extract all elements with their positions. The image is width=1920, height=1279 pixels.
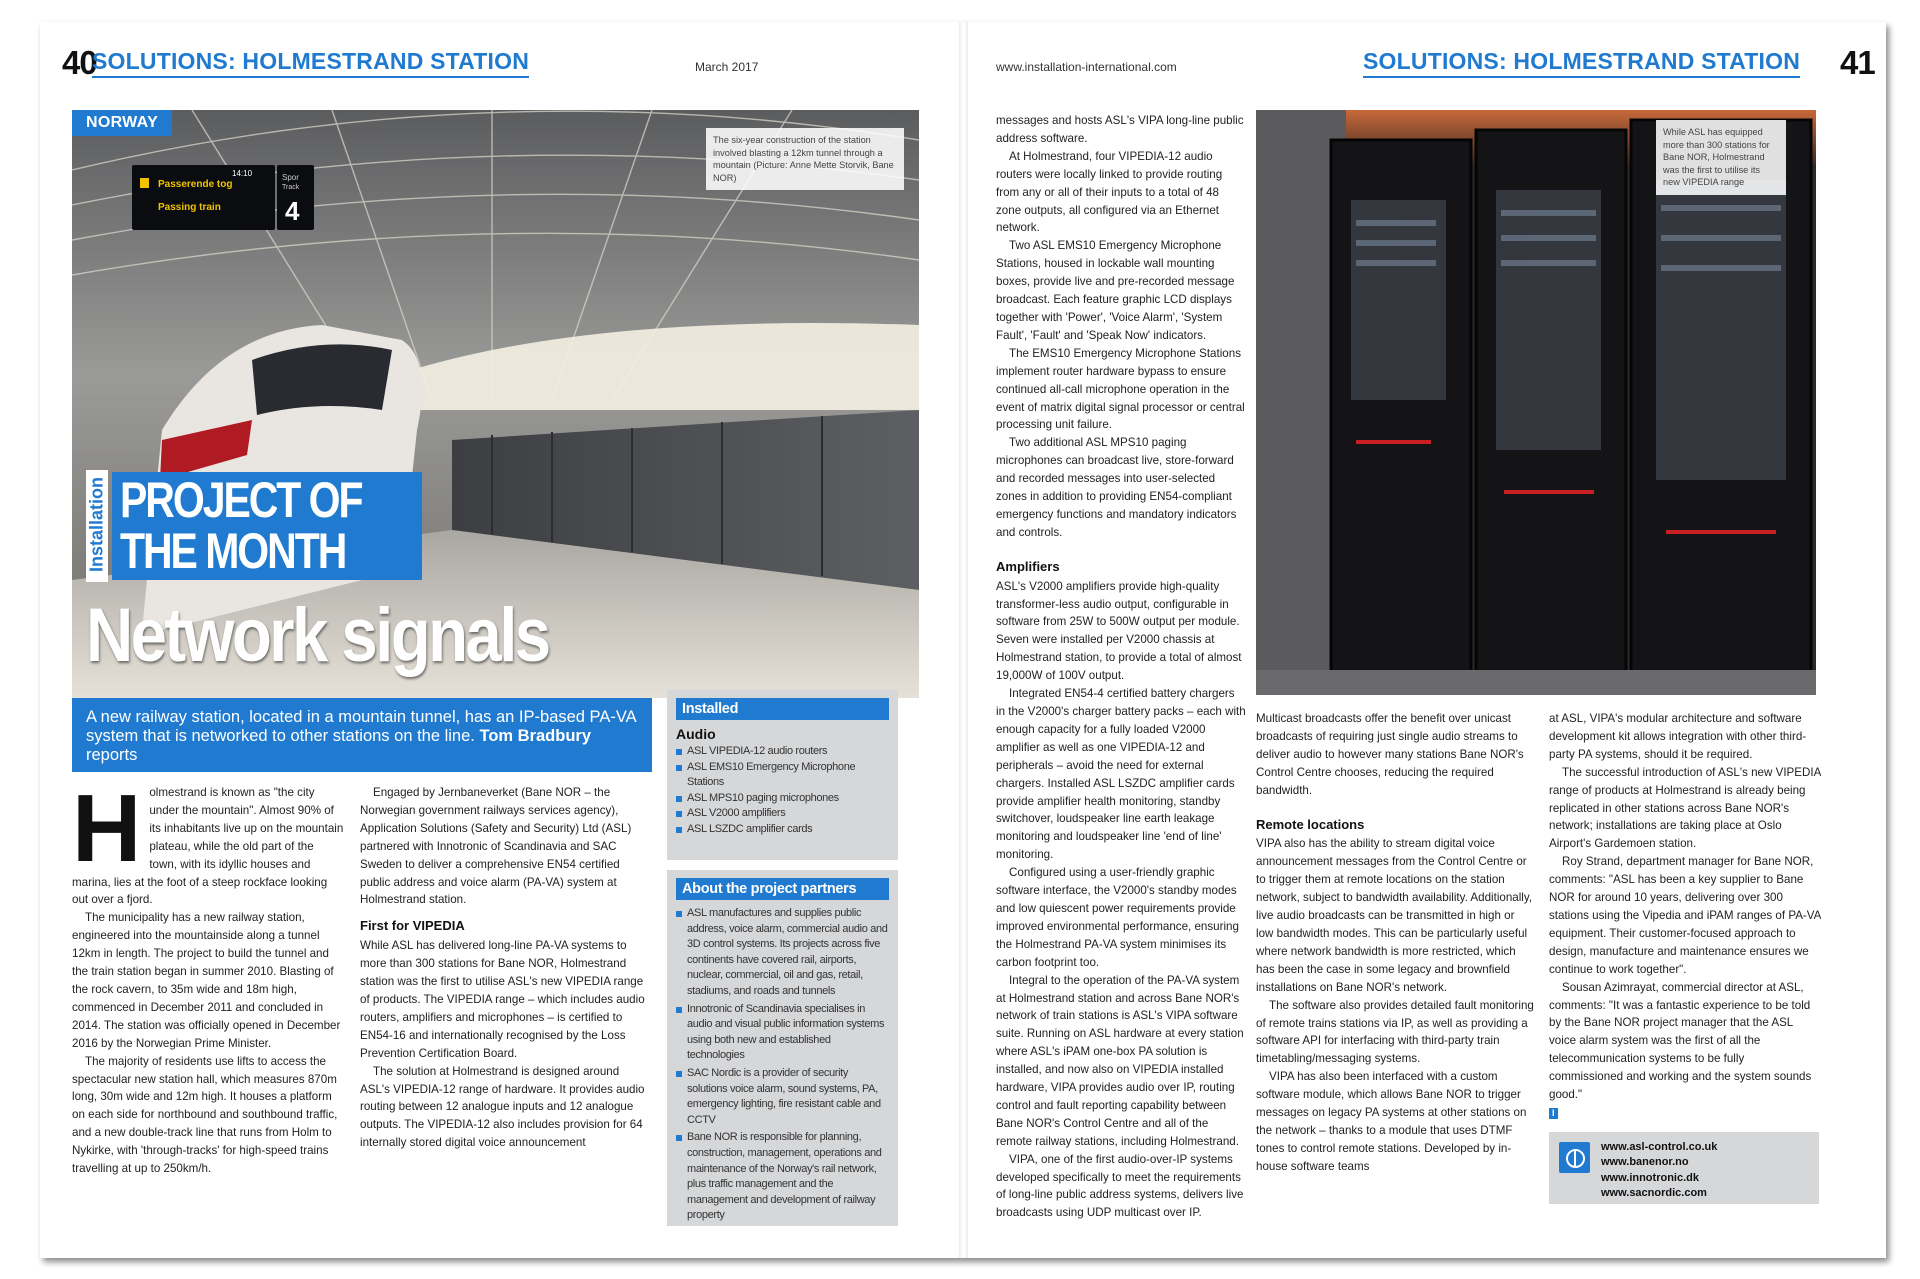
para: at ASL, VIPA's modular architecture and software development kit allows integration with other third-party PA systems, should it be required. [1549,712,1807,761]
station-photo [72,110,919,698]
installed-item: ASL VIPEDIA-12 audio routers [676,744,889,760]
para: At Holmestrand, four VIPEDIA-12 audio routers were locally linked to provide routing from any or all of their inputs to a total of 48 zone outputs, all configured via an Ethernet network. [996,149,1223,235]
running-head-right: SOLUTIONS: HOLMESTRAND STATION [1363,48,1800,78]
end-mark-icon: I [1549,1108,1558,1119]
left-page [40,22,960,1258]
subhead-first-for-vipedia: First for VIPEDIA [360,918,465,934]
para: The successful introduction of ASL's new VIPEDIA range of products at Holmestrand is already being replicated in other stations across Bane NOR's network; installations are taking place at Oslo Airport's Gardemoen station. [1549,765,1821,851]
para: Configured using a user-friendly graphic software interface, the V2000's standby modes and low quiescent power requirements provide improved environmental performance, ensuring the Holmestrand PA-VA system minimises its carbon footprint too. [996,866,1239,969]
para: While ASL has delivered long-line PA-VA systems to more than 300 stations for Bane NOR, Holmestrand station was the first to utilise ASL's new VIPEDIA range of products. The VIPEDIA range – which includes audio routers, amplifiers and microphones – is certified to EN54-16 and internationally recognised by the Loss Prevention Certification Board. [360,939,645,1060]
sign-passerende: Passerende tog [158,179,233,190]
para: The municipality has a new railway station, engineered into the mountainside along a tunnel 12km in length. The project to build the tunnel and the train station began in summer 2010. Blasting of the rock cavern, to 35m wide and 18m high, commenced in December 2011 and concluded in 2014. The station was officially opened in December 2016 by the Norwegian Prime Minister. [72,911,341,1050]
issue-date: March 2017 [695,60,759,74]
right-page [966,22,1886,1258]
photo-caption-right: While ASL has equipped more than 300 stations for Bane NOR, Holmestrand was the first to utilise its new VIPEDIA range [1656,120,1786,195]
para: Sousan Azimrayat, commercial director at ASL, comments: "It was a fantastic experience to be told by the Bane NOR project manager that the ASL voice alarm system was the first of all the telecommunication systems to be fully commissioned and working and the system sounds good." [1549,980,1812,1102]
para: VIPA has also been interfaced with a custom software module, which allows Bane NOR to trigger messages on legacy PA systems at other stations on the network – thanks to a module that uses DTMF tones to control remote stations. Developed by in-house software teams [1256,1070,1527,1173]
partner-item: Innotronic of Scandinavia specialises in audio and visual public information systems using both new and established technologies [676,1002,889,1064]
project-of-month-badge [112,472,422,580]
globe-icon [1559,1142,1590,1173]
para: Two ASL EMS10 Emergency Microphone Stations, housed in lockable wall mounting boxes, provide live and pre-recorded message broadcast. Each feature graphic LCD displays together with 'Power', 'Voice Alarm', 'System Fault', 'Fault' and 'Speak Now' indicators. [996,239,1235,342]
sign-track: Track [282,184,300,191]
series-line-1: PROJECT OF [120,472,362,528]
byline-suffix: reports [86,746,138,764]
left-col-1 [72,784,344,1239]
para: Integrated EN54-4 certified battery chargers in the V2000's charger battery packs – each with enough capacity for a fully loaded V2000 amplifier as well as one VIPEDIA-12 and peripherals – avoid the need for external chargers. Installed ASL LSZDC amplifier cards provide amplifier health monitoring, standby switchover, loudspeaker line earth leakage monitoring and loudspeaker line 'end of line' monitoring. [996,687,1246,862]
para: Multicast broadcasts offer the benefit over unicast broadcasts of requiring just single audio streams to deliver audio to however many stations Bane NOR's Control Centre chooses, reducing the required bandwidth. [1256,712,1524,797]
partners-list [676,906,889,1224]
sign-spor: Spor [282,173,299,182]
page-number-left: 40 [62,44,97,81]
installed-box [667,690,898,860]
subhead-amplifiers: Amplifiers [996,558,1060,574]
para: VIPA, one of the first audio-over-IP systems developed specifically to meet the requirements of long-line public address systems, delivers live broadcasts using UDP multicast over IP. [996,1152,1244,1220]
web-link[interactable]: www.asl-control.co.uk [1601,1141,1718,1153]
para: olmestrand is known as "the city under the mountain". Almost 90% of its inhabitants live up on the mountain plateau, while the old part of the town, with its idyllic houses and marina, lies at the foot of a steep rockface looking out over a fjord. [72,786,344,907]
para: The majority of residents use lifts to access the spectacular new station hall, which measures 870m long, 30m wide and 12m high. It houses a platform on each side for northbound and southbound traffic, and a new double-track line that runs from Holm to Nykirke, with 'through-tracks' for high-speed trains travelling at up to 250km/h. [72,1054,338,1176]
para: VIPA also has the ability to stream digital voice announcement messages from the Control Centre or to trigger them at remote locations on the station network, subject to bandwidth availability. Additionally, live audio broadcasts can be transmitted in high or low bandwidth modes. This can be particularly useful where network bandwidth is more restricted, which has been the case in some legacy and brownfield installations on Bane NOR's network. [1256,837,1533,994]
para: The solution at Holmestrand is designed around ASL's VIPEDIA-12 range of hardware. It provides audio routing between 12 analogue inputs and 12 analogue outputs. The VIPEDIA-12 also includes provision for 64 internally stored digital voice announcement [360,1064,645,1150]
series-word: Installation [86,477,107,573]
partners-title: About the project partners [676,878,889,900]
page-number-right: 41 [1840,44,1875,81]
website: www.installation-international.com [996,60,1177,74]
para: ASL's V2000 amplifiers provide high-quality transformer-less audio output, configurable in software from 25W to 500W output per module. Seven were installed per V2000 chassis at Holmestrand station, to provide a total of almost 19,000W of 100V output. [996,579,1242,683]
headline: Network signals [86,593,549,678]
installed-subtitle: Audio [676,726,716,742]
web-link[interactable]: www.innotronic.dk [1601,1171,1699,1184]
series-line-2: THE MONTH [120,523,346,579]
drop-cap: H [72,784,142,882]
web-links-box [1549,1132,1819,1204]
partner-item: Bane NOR is responsible for planning, construction, management, operations and maintenance of the Norway's rail network, plus traffic management and the management and development of railway property [676,1130,889,1224]
installed-title: Installed [676,698,889,720]
running-head-left: SOLUTIONS: HOLMESTRAND STATION [92,48,529,78]
partner-item: ASL manufactures and supplies public address, voice alarm, commercial audio and 3D control systems. Its projects across five continents have covered rail, airports, nuclear, commercial, oil and gas, retail, stadiums, and roads and tunnels [676,906,889,1000]
installed-item: ASL MPS10 paging microphones [676,791,889,807]
installed-item: ASL EMS10 Emergency Microphone Stations [676,760,889,791]
web-links [1601,1140,1717,1201]
installed-item: ASL LSZDC amplifier cards [676,822,889,838]
magazine-spread [40,22,1886,1258]
standfirst-box [72,698,652,772]
right-col-1 [996,112,1246,1238]
equipment-rack-photo [1256,110,1816,695]
right-col-3 [1549,710,1821,1130]
subhead-remote-locations: Remote locations [1256,816,1365,832]
installed-list [676,744,889,838]
left-col-2 [360,784,650,1239]
sign-passing: Passing train [158,202,221,213]
para: Engaged by Jernbaneverket (Bane NOR – the Norwegian government railways services agency), Application Solutions (Safety and Security) Ltd (ASL) partnered with Innotronic of Scandinavia and SAC Sweden to deliver a comprehensive EN54 certified public address and voice alarm (PA-VA) system at Holmestrand station. [360,786,632,907]
standfirst: A new railway station, located in a mountain tunnel, has an IP-based PA-VA system that is networked to other stations on the line. [86,708,636,745]
web-link[interactable]: www.sacnordic.com [1601,1186,1707,1199]
byline: Tom Bradbury [479,727,592,745]
partners-box [667,870,898,1226]
installed-item: ASL V2000 amplifiers [676,806,889,822]
para: Roy Strand, department manager for Bane NOR, comments: "ASL has been a key supplier to Bane NOR for around 10 years, delivering over 300 stations using the Vipedia and iPAM ranges of PA-VA equipment. Their customer-focused approach to design, manufacture and maintenance ensures we continue to work together". [1549,855,1821,976]
photo-caption-left: The six-year construction of the station involved blasting a 12km tunnel through a mountain (Picture: Anne Mette Storvik, Bane NOR) [706,128,904,190]
para: The EMS10 Emergency Microphone Stations implement router hardware bypass to ensure continued all-call microphone operation in the event of matrix digital signal processor or central processing unit failure. [996,346,1245,432]
series-word-bar [86,470,108,582]
web-link[interactable]: www.banenor.no [1601,1156,1689,1169]
rack-cabinets-image [1256,110,1816,695]
partner-item: SAC Nordic is a provider of security solutions voice alarm, sound systems, PA, emergency lighting, fire resistant cable and CCTV [676,1066,889,1128]
sign-track-number: 4 [285,196,300,226]
para: Integral to the operation of the PA-VA system at Holmestrand station and across Bane NOR's network of train stations is ASL's VIPA software suite. Running on ASL hardware at every station where ASL's iPAM one-box PA solution is installed, and now also on VIPEDIA installed hardware, VIPA provides audio over IP, routing control and fault reporting capability between Bane NOR's Control Centre and all of the remote railway stations, including Holmestrand. [996,973,1244,1148]
right-col-2 [1256,710,1534,1238]
country-tag: NORWAY [72,110,172,136]
para: The software also provides detailed fault monitoring of remote trains stations via IP, as well as providing a software API for interfacing with third-party train timetabling/messaging systems. [1256,998,1534,1066]
sign-time: 14:10 [232,169,253,178]
para: messages and hosts ASL's VIPA long-line public address software. [996,114,1244,145]
para: Two additional ASL MPS10 paging microphones can broadcast live, store-forward and recorded messages into user-selected zones in addition to providing EN54-compliant emergency functions and mandatory indicators and controls. [996,436,1237,539]
